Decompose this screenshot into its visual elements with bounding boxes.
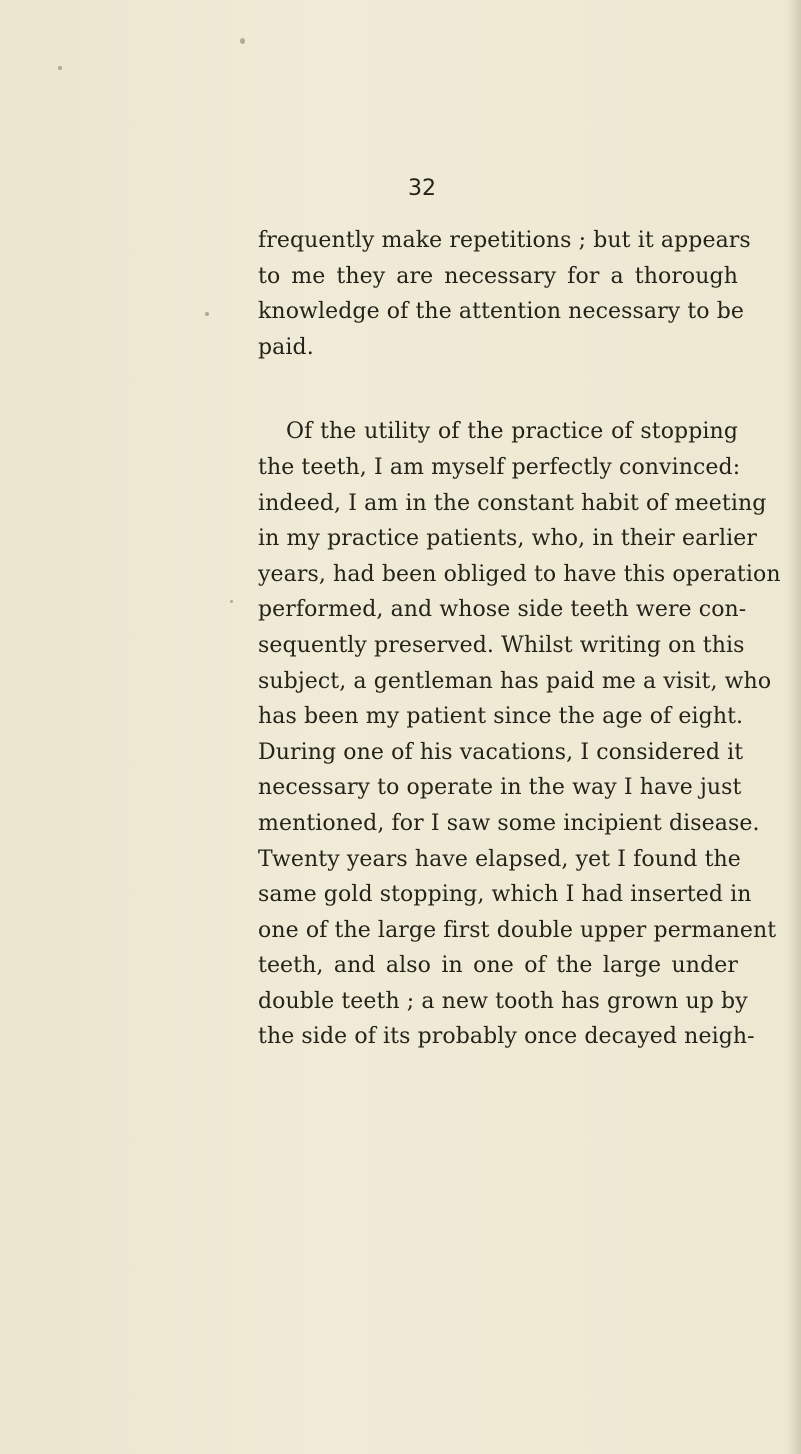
paragraph: [258, 414, 781, 1055]
text-line: paid.: [258, 334, 314, 360]
paper-speck: [230, 600, 233, 603]
text-line: mentioned, for I saw some incipient disease.: [258, 810, 760, 836]
paper-speck: [58, 66, 62, 70]
text-line: subject, a gentleman has paid me a visit, who: [258, 668, 772, 694]
page-edge-shadow: [787, 0, 801, 1454]
text-line: teeth, and also in one of the large under: [258, 953, 738, 979]
text-line: years, had been obliged to have this operation: [258, 561, 781, 587]
text-line: knowledge of the attention necessary to be: [258, 299, 745, 325]
text-line: the teeth, I am myself perfectly convinced:: [258, 454, 741, 480]
text-line: performed, and whose side teeth were con-: [258, 597, 747, 623]
page-number: 32: [408, 176, 436, 201]
text-line: necessary to operate in the way I have just: [258, 775, 742, 801]
text-line: sequently preserved. Whilst writing on this: [258, 632, 745, 658]
text-line: one of the large first double upper permanent: [258, 917, 777, 943]
text-line: indeed, I am in the constant habit of meeting: [258, 490, 767, 516]
paper-speck: [240, 38, 245, 44]
paper-speck: [205, 312, 209, 316]
text-line: Of the utility of the practice of stopping: [286, 419, 738, 445]
text-line: Twenty years have elapsed, yet I found the: [258, 846, 741, 872]
text-line: has been my patient since the age of eight.: [258, 704, 744, 730]
body-text: [258, 223, 781, 1055]
text-line: same gold stopping, which I had inserted in: [258, 882, 752, 908]
text-line: the side of its probably once decayed neigh-: [258, 1024, 755, 1050]
text-line: in my practice patients, who, in their earlier: [258, 526, 757, 552]
paragraph: [258, 223, 751, 365]
paragraph-gap: [258, 365, 738, 410]
text-line: During one of his vacations, I considered it: [258, 739, 744, 765]
text-line: to me they are necessary for a thorough: [258, 263, 738, 289]
text-line: frequently make repetitions ; but it appears: [258, 228, 751, 253]
text-line: double teeth ; a new tooth has grown up by: [258, 988, 748, 1014]
